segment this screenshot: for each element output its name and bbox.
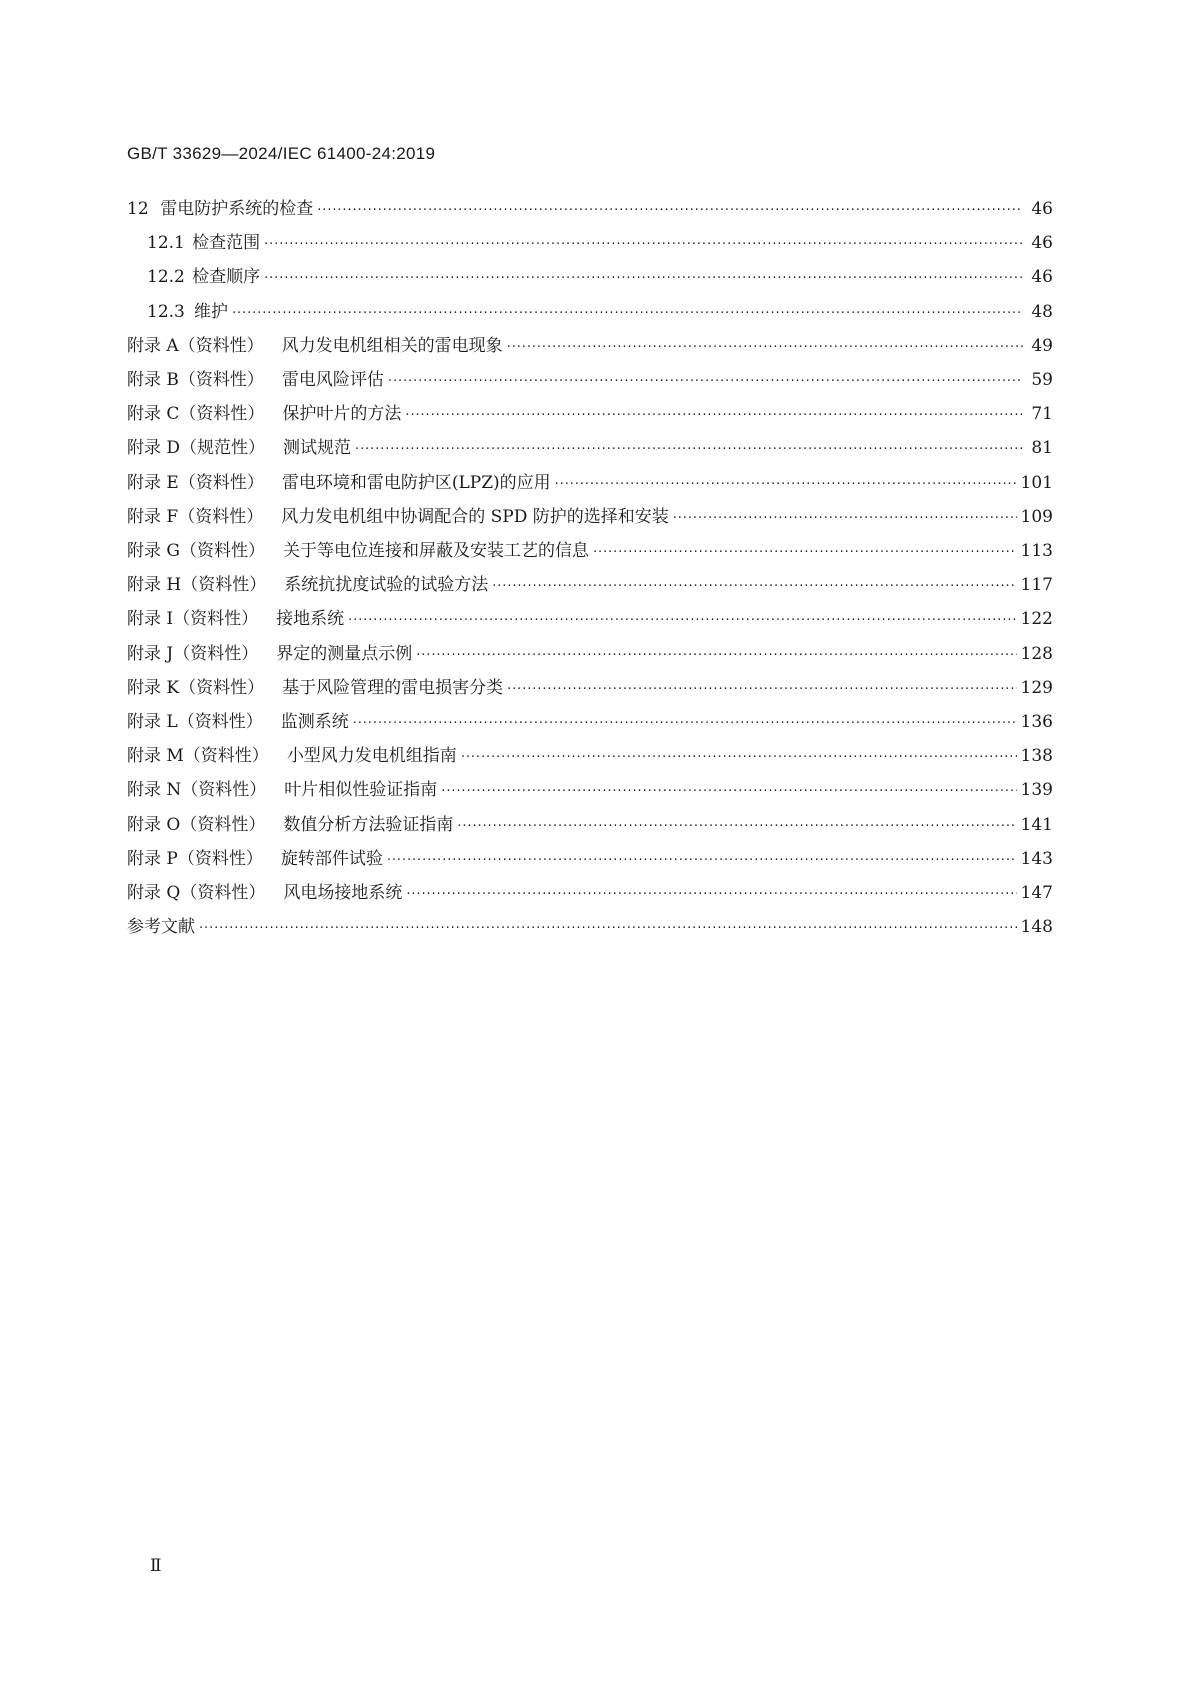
toc-entry-title: 测试规范 <box>283 438 352 459</box>
toc-entry-title: 风力发电机组相关的雷电现象 <box>281 335 503 356</box>
toc-dot-leader <box>507 333 1023 361</box>
toc-entry[interactable] <box>127 367 1053 393</box>
toc-entry[interactable] <box>127 846 1053 872</box>
toc-entry-page: 129 <box>1020 677 1053 698</box>
toc-entry-page: 46 <box>1031 233 1053 254</box>
toc-entry-page: 46 <box>1031 199 1053 219</box>
toc-entry-page: 59 <box>1031 370 1053 390</box>
page-number: Ⅱ <box>150 1556 162 1576</box>
toc-entry[interactable] <box>127 812 1053 838</box>
toc-dot-leader <box>673 504 1017 532</box>
toc-entry-title: 风电场接地系统 <box>283 883 403 903</box>
toc-entry-number: 12.2 <box>147 267 185 288</box>
toc-entry-page: 117 <box>1020 575 1053 596</box>
toc-entry[interactable] <box>127 606 1053 632</box>
toc-entry-title: 保护叶片的方法 <box>282 404 402 425</box>
toc-entry-number: 12.3 <box>147 301 185 322</box>
toc-dot-leader <box>461 743 1017 771</box>
toc-annex-label: 附录 L（资料性） <box>127 712 263 732</box>
toc-entry-page: 81 <box>1031 438 1053 459</box>
toc-entry-page: 136 <box>1020 712 1053 732</box>
toc-entry-title: 雷电风险评估 <box>281 370 384 390</box>
toc-dot-leader <box>232 299 1023 327</box>
toc-dot-leader <box>416 641 1016 669</box>
toc-entry[interactable] <box>127 777 1053 803</box>
toc-entry-page: 113 <box>1020 541 1053 561</box>
toc-entry-page: 139 <box>1020 780 1053 801</box>
toc-entry-number: 12.1 <box>147 233 185 254</box>
toc-entry-page: 49 <box>1031 335 1053 356</box>
toc-dot-leader <box>355 435 1023 463</box>
toc-entry-page: 109 <box>1020 506 1053 527</box>
toc-dot-leader <box>405 401 1023 429</box>
toc-annex-label: 附录 K（资料性） <box>127 677 265 698</box>
toc-annex-label: 附录 P（资料性） <box>127 848 263 869</box>
toc-entry-title: 雷电环境和雷电防护区(LPZ)的应用 <box>281 472 551 493</box>
toc-entry-title: 基于风险管理的雷电损害分类 <box>282 677 504 698</box>
toc-dot-leader <box>199 914 1017 942</box>
toc-dot-leader <box>348 606 1016 634</box>
toc-entry-page: 48 <box>1031 301 1053 322</box>
toc-annex-label: 附录 N（资料性） <box>127 780 267 801</box>
toc-entry-number: 12 <box>127 199 149 219</box>
toc-dot-leader <box>593 538 1017 566</box>
toc-entry[interactable] <box>127 401 1053 427</box>
toc-entry-page: 143 <box>1020 848 1053 869</box>
toc-entry[interactable] <box>127 675 1053 701</box>
toc-entry-page: 141 <box>1020 814 1053 835</box>
toc-annex-label: 附录 C（资料性） <box>127 404 265 425</box>
toc-entry-title: 数值分析方法验证指南 <box>283 814 454 835</box>
toc-annex-label: 附录 G（资料性） <box>127 541 265 561</box>
toc-entry[interactable] <box>147 299 1053 325</box>
toc-dot-leader <box>555 470 1017 498</box>
toc-dot-leader <box>264 230 1023 258</box>
toc-dot-leader <box>507 675 1016 703</box>
toc-entry-title: 系统抗扰度试验的试验方法 <box>284 575 489 596</box>
toc-annex-label: 附录 J（资料性） <box>127 643 259 664</box>
toc-dot-leader <box>353 709 1017 737</box>
toc-entry-title: 叶片相似性验证指南 <box>284 780 438 801</box>
toc-entry-page: 138 <box>1020 746 1053 767</box>
toc-annex-label: 附录 B（资料性） <box>127 370 264 390</box>
standard-number-header: GB/T 33629—2024/IEC 61400-24:2019 <box>127 144 436 163</box>
toc-entry-title: 雷电防护系统的检查 <box>160 199 314 219</box>
toc-entry-title: 旋转部件试验 <box>280 848 383 869</box>
toc-entry-title: 风力发电机组中协调配合的 SPD 防护的选择和安装 <box>281 506 669 527</box>
toc-entry[interactable] <box>127 196 1053 222</box>
toc-entry-title: 检查范围 <box>192 233 261 254</box>
toc-entry-page: 148 <box>1020 917 1053 938</box>
toc-entry[interactable] <box>127 914 1053 940</box>
toc-annex-label: 附录 E（资料性） <box>127 472 264 493</box>
toc-entry-page: 147 <box>1020 883 1053 903</box>
toc-entry[interactable] <box>127 743 1053 769</box>
toc-entry-title: 接地系统 <box>276 609 345 630</box>
toc-entry-title: 维护 <box>194 301 228 322</box>
toc-entry-title: 关于等电位连接和屏蔽及安装工艺的信息 <box>282 541 589 561</box>
toc-dot-leader <box>457 812 1016 840</box>
toc-annex-label: 附录 M（资料性） <box>127 746 269 767</box>
toc-entry[interactable] <box>127 641 1053 667</box>
toc-entry[interactable] <box>127 709 1053 735</box>
toc-entry-page: 101 <box>1020 472 1053 493</box>
toc-entry-title: 检查顺序 <box>192 267 261 288</box>
toc-entry-page: 128 <box>1020 643 1053 664</box>
toc-annex-label: 附录 D（规范性） <box>127 438 266 459</box>
toc-entry[interactable] <box>127 538 1053 564</box>
toc-entry-title: 监测系统 <box>280 712 349 732</box>
toc-annex-label: 附录 I（资料性） <box>127 609 259 630</box>
toc-annex-label: 附录 F（资料性） <box>127 506 264 527</box>
toc-entry[interactable] <box>127 435 1053 461</box>
toc-dot-leader <box>406 880 1016 908</box>
toc-entry-page: 122 <box>1020 609 1053 630</box>
toc-entry-page: 71 <box>1031 404 1053 425</box>
toc-annex-label: 附录 Q（资料性） <box>127 883 266 903</box>
toc-dot-leader <box>264 264 1023 292</box>
toc-entry-title: 参考文献 <box>127 917 195 938</box>
toc-entry[interactable] <box>127 504 1053 530</box>
toc-entry[interactable] <box>127 470 1053 496</box>
toc-entry-page: 46 <box>1031 267 1053 288</box>
toc-dot-leader <box>388 367 1023 395</box>
toc-entry[interactable] <box>127 880 1053 906</box>
toc-dot-leader <box>492 572 1016 600</box>
toc-annex-label: 附录 A（资料性） <box>127 335 264 356</box>
toc-entry[interactable] <box>147 264 1053 290</box>
toc-annex-label: 附录 O（资料性） <box>127 814 266 835</box>
toc-entry[interactable] <box>127 333 1053 359</box>
toc-dot-leader <box>317 196 1023 224</box>
toc-entry[interactable] <box>127 572 1053 598</box>
toc-annex-label: 附录 H（资料性） <box>127 575 267 596</box>
toc-dot-leader <box>441 777 1016 805</box>
toc-entry-title: 界定的测量点示例 <box>276 643 413 664</box>
toc-entry-title: 小型风力发电机组指南 <box>286 746 457 767</box>
toc-dot-leader <box>387 846 1017 874</box>
toc-entry[interactable] <box>147 230 1053 256</box>
